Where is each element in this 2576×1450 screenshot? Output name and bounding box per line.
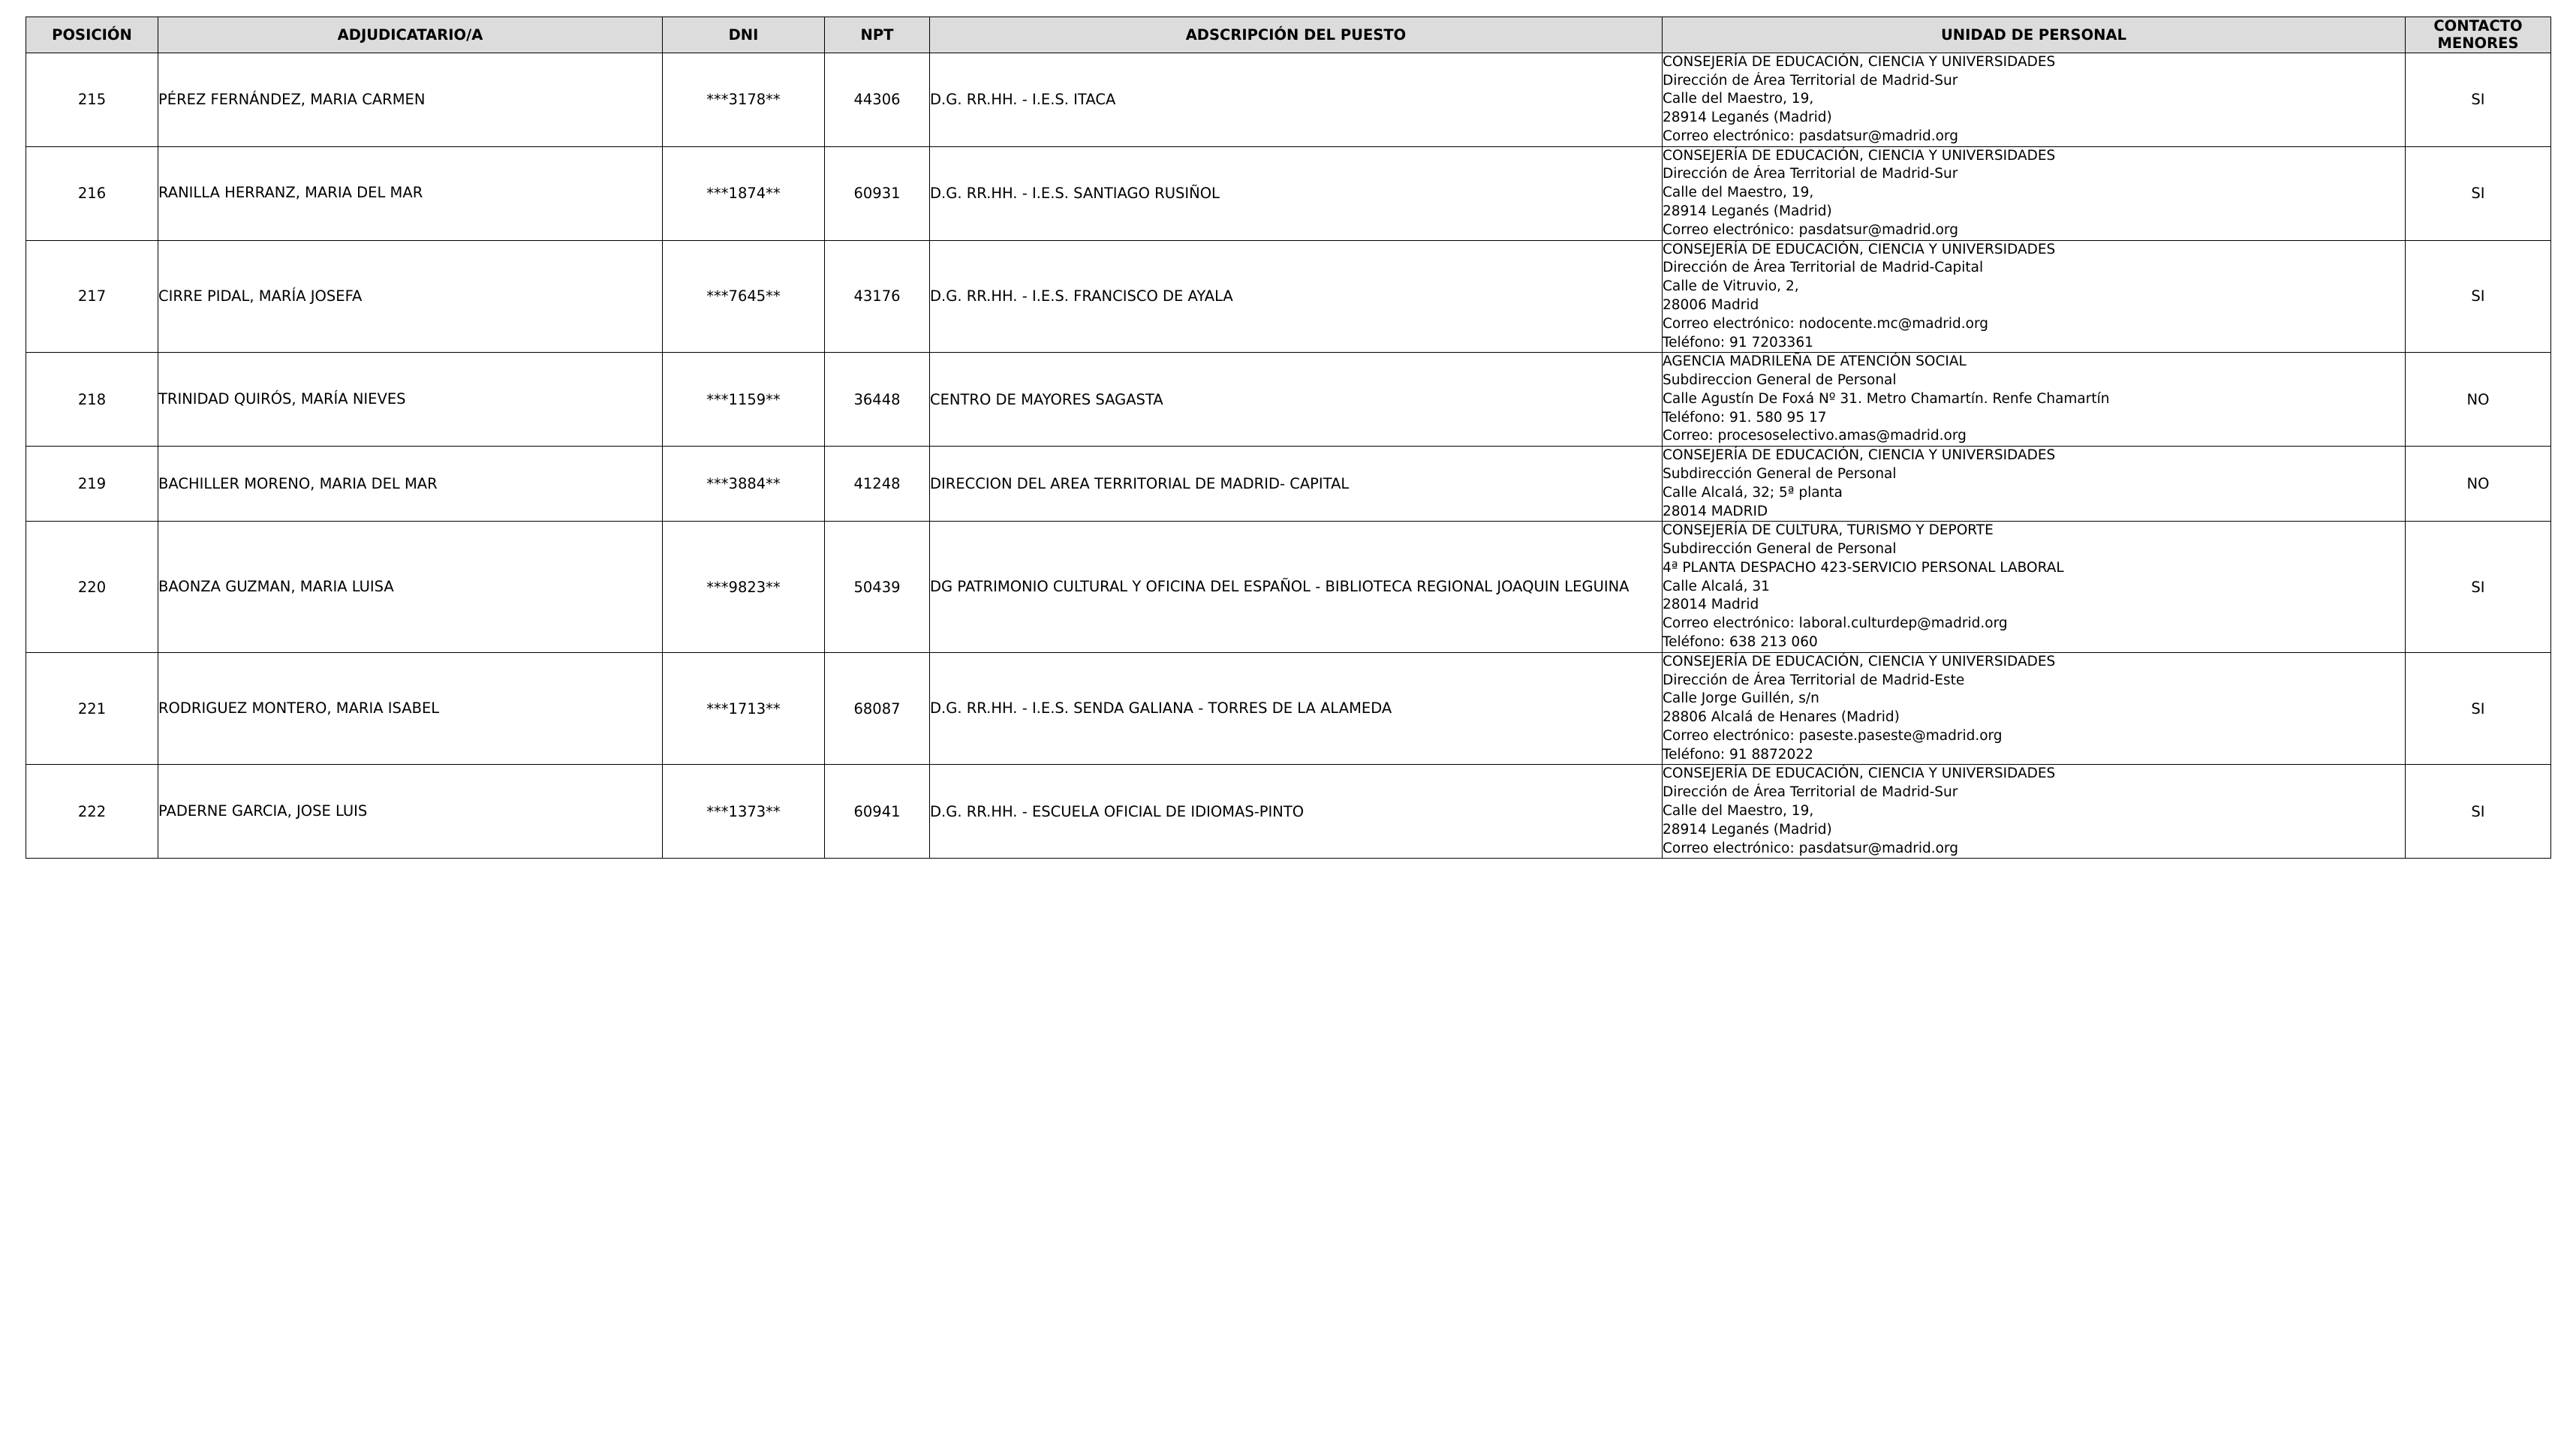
unidad-line: Calle del Maestro, 19, xyxy=(1663,91,1814,107)
cell-dni: ***1874** xyxy=(663,146,825,240)
column-header-unidad: UNIDAD DE PERSONAL xyxy=(1663,17,2406,53)
unidad-line: Dirección de Área Territorial de Madrid-Sur xyxy=(1663,166,1958,182)
cell-posicion: 218 xyxy=(26,353,158,447)
cell-dni: ***3884** xyxy=(663,447,825,522)
unidad-line: Dirección de Área Territorial de Madrid-Capital xyxy=(1663,260,1984,276)
cell-contacto-menores: SI xyxy=(2406,522,2551,652)
unidad-line: Calle Jorge Guillén, s/n xyxy=(1663,690,1819,707)
column-header-posicion: POSICIÓN xyxy=(26,17,158,53)
cell-adscripcion: D.G. RR.HH. - ESCUELA OFICIAL DE IDIOMAS-PINTO xyxy=(930,765,1663,859)
cell-dni: ***1159** xyxy=(663,353,825,447)
unidad-line: 4ª PLANTA DESPACHO 423-SERVICIO PERSONAL LABORAL xyxy=(1663,559,2064,576)
unidad-line: Subdirección General de Personal xyxy=(1663,465,1897,482)
table-row xyxy=(26,765,2551,859)
cell-dni: ***9823** xyxy=(663,522,825,652)
unidad-line: Calle Alcalá, 31 xyxy=(1663,578,1770,594)
unidad-line: 28014 Madrid xyxy=(1663,597,1759,613)
unidad-line: CONSEJERÍA DE EDUCACIÓN, CIENCIA Y UNIVERSIDADES xyxy=(1663,653,2056,669)
cell-adscripcion: CENTRO DE MAYORES SAGASTA xyxy=(930,353,1663,447)
cell-npt: 60941 xyxy=(825,765,930,859)
unidad-line: Teléfono: 638 213 060 xyxy=(1663,634,1818,650)
table-row xyxy=(26,53,2551,146)
cell-posicion: 216 xyxy=(26,146,158,240)
unidad-line: CONSEJERÍA DE EDUCACIÓN, CIENCIA Y UNIVERSIDADES xyxy=(1663,147,2056,164)
unidad-line: 28006 Madrid xyxy=(1663,296,1759,313)
unidad-line: Calle del Maestro, 19, xyxy=(1663,803,1814,820)
unidad-line: Dirección de Área Territorial de Madrid-Sur xyxy=(1663,72,1958,89)
unidad-line: Correo electrónico: pasdatsur@madrid.org xyxy=(1663,221,1958,238)
cell-npt: 50439 xyxy=(825,522,930,652)
unidad-line: Teléfono: 91. 580 95 17 xyxy=(1663,409,1827,426)
cell-posicion: 221 xyxy=(26,652,158,765)
unidad-line: Correo electrónico: laboral.culturdep@madrid.org xyxy=(1663,615,2008,632)
unidad-line: 28914 Leganés (Madrid) xyxy=(1663,203,1832,220)
table-row xyxy=(26,240,2551,353)
unidad-line: CONSEJERÍA DE EDUCACIÓN, CIENCIA Y UNIVERSIDADES xyxy=(1663,53,2056,70)
unidad-line: Teléfono: 91 7203361 xyxy=(1663,334,1813,350)
cell-adjudicatario: BACHILLER MORENO, MARIA DEL MAR xyxy=(158,447,663,522)
cell-dni: ***1713** xyxy=(663,652,825,765)
column-header-adscripcion: ADSCRIPCIÓN DEL PUESTO xyxy=(930,17,1663,53)
cell-adjudicatario: RANILLA HERRANZ, MARIA DEL MAR xyxy=(158,146,663,240)
unidad-line: Correo electrónico: pasdatsur@madrid.org xyxy=(1663,840,1958,856)
cell-adscripcion: D.G. RR.HH. - I.E.S. FRANCISCO DE AYALA xyxy=(930,240,1663,353)
cell-adscripcion: D.G. RR.HH. - I.E.S. ITACA xyxy=(930,53,1663,146)
unidad-line: Calle de Vitruvio, 2, xyxy=(1663,278,1799,295)
unidad-line: Calle Alcalá, 32; 5ª planta xyxy=(1663,484,1843,501)
column-header-dni: DNI xyxy=(663,17,825,53)
cell-adscripcion: D.G. RR.HH. - I.E.S. SANTIAGO RUSIÑOL xyxy=(930,146,1663,240)
unidad-line: Correo electrónico: nodocente.mc@madrid.org xyxy=(1663,315,1989,332)
column-header-npt: NPT xyxy=(825,17,930,53)
cell-adjudicatario: PÉREZ FERNÁNDEZ, MARIA CARMEN xyxy=(158,53,663,146)
cell-contacto-menores: SI xyxy=(2406,146,2551,240)
cell-adscripcion: DG PATRIMONIO CULTURAL Y OFICINA DEL ESPAÑOL - BIBLIOTECA REGIONAL JOAQUIN LEGUINA xyxy=(930,522,1663,652)
cell-posicion: 222 xyxy=(26,765,158,859)
cell-unidad-personal xyxy=(1663,652,2406,765)
cell-contacto-menores: SI xyxy=(2406,53,2551,146)
unidad-line: Subdirección General de Personal xyxy=(1663,541,1897,558)
table-row xyxy=(26,447,2551,522)
table-row xyxy=(26,522,2551,652)
unidad-line: CONSEJERÍA DE CULTURA, TURISMO Y DEPORTE xyxy=(1663,522,1994,539)
unidad-line: Correo electrónico: paseste.paseste@madrid.org xyxy=(1663,727,2003,744)
cell-contacto-menores: SI xyxy=(2406,240,2551,353)
cell-npt: 36448 xyxy=(825,353,930,447)
cell-adscripcion: D.G. RR.HH. - I.E.S. SENDA GALIANA - TORRES DE LA ALAMEDA xyxy=(930,652,1663,765)
cell-posicion: 220 xyxy=(26,522,158,652)
adjudications-table xyxy=(26,17,2551,859)
cell-unidad-personal xyxy=(1663,240,2406,353)
cell-unidad-personal xyxy=(1663,146,2406,240)
table-header xyxy=(26,17,2551,53)
cell-contacto-menores: SI xyxy=(2406,765,2551,859)
cell-contacto-menores: SI xyxy=(2406,652,2551,765)
cell-unidad-personal xyxy=(1663,353,2406,447)
unidad-line: Correo electrónico: pasdatsur@madrid.org xyxy=(1663,128,1958,144)
column-header-contacto-menores: CONTACTO MENORES xyxy=(2406,17,2551,53)
cell-posicion: 219 xyxy=(26,447,158,522)
unidad-line: 28806 Alcalá de Henares (Madrid) xyxy=(1663,709,1900,726)
table-row xyxy=(26,146,2551,240)
header-row xyxy=(26,17,2551,53)
unidad-line: Calle Agustín De Foxá Nº 31. Metro Chamartín. Renfe Chamartín xyxy=(1663,390,2110,407)
cell-adjudicatario: RODRIGUEZ MONTERO, MARIA ISABEL xyxy=(158,652,663,765)
unidad-line: 28914 Leganés (Madrid) xyxy=(1663,110,1832,126)
table-row xyxy=(26,652,2551,765)
cell-adjudicatario: TRINIDAD QUIRÓS, MARÍA NIEVES xyxy=(158,353,663,447)
unidad-line: 28014 MADRID xyxy=(1663,503,1768,519)
unidad-line: 28914 Leganés (Madrid) xyxy=(1663,821,1832,838)
cell-npt: 43176 xyxy=(825,240,930,353)
unidad-line: Correo: procesoselectivo.amas@madrid.org xyxy=(1663,428,1967,444)
cell-npt: 44306 xyxy=(825,53,930,146)
cell-adscripcion: DIRECCION DEL AREA TERRITORIAL DE MADRID- CAPITAL xyxy=(930,447,1663,522)
column-header-adjudicatario: ADJUDICATARIO/A xyxy=(158,17,663,53)
cell-unidad-personal xyxy=(1663,53,2406,146)
cell-unidad-personal xyxy=(1663,522,2406,652)
cell-posicion: 217 xyxy=(26,240,158,353)
cell-adjudicatario: PADERNE GARCIA, JOSE LUIS xyxy=(158,765,663,859)
unidad-line: Teléfono: 91 8872022 xyxy=(1663,746,1813,763)
unidad-line: CONSEJERÍA DE EDUCACIÓN, CIENCIA Y UNIVERSIDADES xyxy=(1663,241,2056,257)
table-row xyxy=(26,353,2551,447)
cell-dni: ***1373** xyxy=(663,765,825,859)
cell-dni: ***3178** xyxy=(663,53,825,146)
cell-contacto-menores: NO xyxy=(2406,447,2551,522)
unidad-line: CONSEJERÍA DE EDUCACIÓN, CIENCIA Y UNIVERSIDADES xyxy=(1663,447,2056,464)
unidad-line: Dirección de Área Territorial de Madrid-Sur xyxy=(1663,784,1958,801)
cell-npt: 41248 xyxy=(825,447,930,522)
cell-posicion: 215 xyxy=(26,53,158,146)
unidad-line: Dirección de Área Territorial de Madrid-Este xyxy=(1663,672,1965,688)
cell-npt: 60931 xyxy=(825,146,930,240)
table-body xyxy=(26,53,2551,859)
cell-unidad-personal xyxy=(1663,765,2406,859)
unidad-line: Calle del Maestro, 19, xyxy=(1663,185,1814,201)
unidad-line: Subdireccion General de Personal xyxy=(1663,372,1897,389)
cell-unidad-personal xyxy=(1663,447,2406,522)
cell-dni: ***7645** xyxy=(663,240,825,353)
cell-contacto-menores: NO xyxy=(2406,353,2551,447)
cell-adjudicatario: CIRRE PIDAL, MARÍA JOSEFA xyxy=(158,240,663,353)
cell-npt: 68087 xyxy=(825,652,930,765)
cell-adjudicatario: BAONZA GUZMAN, MARIA LUISA xyxy=(158,522,663,652)
unidad-line: AGENCIA MADRILEÑA DE ATENCIÓN SOCIAL xyxy=(1663,353,1967,370)
unidad-line: CONSEJERÍA DE EDUCACIÓN, CIENCIA Y UNIVERSIDADES xyxy=(1663,766,2056,782)
